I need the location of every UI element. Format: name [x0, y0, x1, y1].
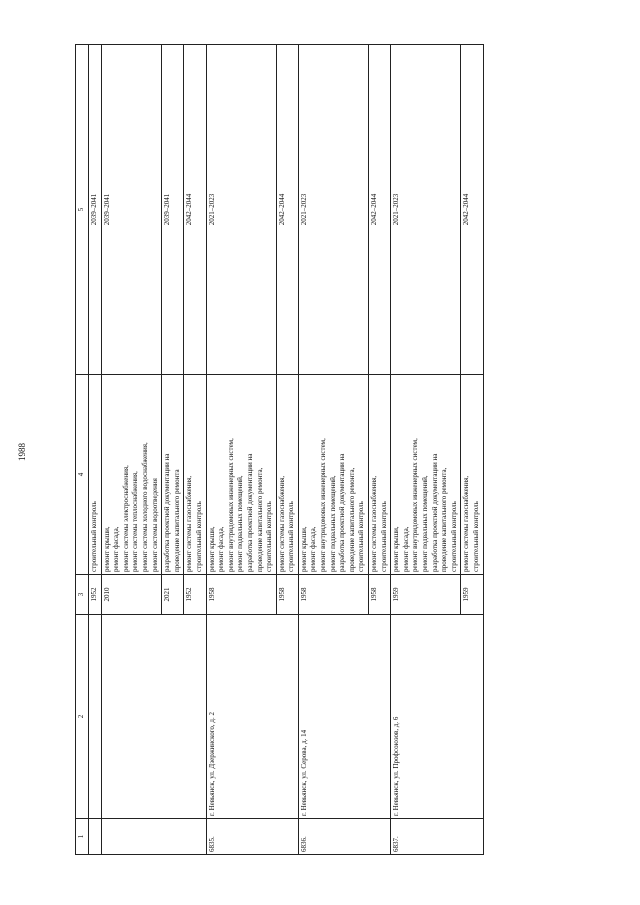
cell-year: 2010: [101, 575, 162, 615]
cell-works: [298, 375, 368, 575]
cell-empty: [89, 615, 102, 819]
work-item: строительный контроль: [265, 501, 274, 572]
cell-empty: [89, 819, 102, 855]
work-item: строительный контроль: [449, 501, 458, 572]
cell-period: 2042–2044: [369, 45, 391, 375]
cell-year: 2021: [162, 575, 184, 615]
cell-period: 2021–2023: [391, 45, 461, 375]
work-item: разработка проектной документации на: [163, 453, 172, 572]
cell-works: [391, 375, 461, 575]
cell-year: 1958: [369, 575, 391, 615]
cell-works: [276, 375, 298, 575]
cell-works: [184, 375, 206, 575]
cell-period: 2042–2044: [461, 45, 483, 375]
cell-number: [101, 819, 206, 855]
work-item: ремонт крыши,: [102, 526, 111, 572]
table-body: [89, 45, 484, 855]
work-item: проведение капитального ремонта,: [440, 467, 449, 572]
cell-works: [461, 375, 483, 575]
work-item: ремонт системы водоотведения: [150, 478, 159, 572]
work-item: ремонт крыши,: [392, 526, 401, 572]
work-item: ремонт подвальных помещений,: [236, 475, 245, 572]
cell-period: 2021–2023: [206, 45, 276, 375]
table-row: [391, 45, 461, 855]
work-item: ремонт системы холодного водоснабжения,: [140, 442, 149, 572]
header-col-4: 4: [76, 375, 89, 575]
table-row: [298, 45, 368, 855]
work-item: ремонт фасада,: [401, 526, 410, 572]
header-col-1: 1: [76, 819, 89, 855]
work-item: ремонт системы газоснабжения,: [462, 475, 471, 572]
work-item: ремонт подвальных помещений,: [328, 475, 337, 572]
work-item: ремонт крыши,: [207, 526, 216, 572]
cell-works: [369, 375, 391, 575]
cell-year: 1952: [184, 575, 206, 615]
header-col-5: 5: [76, 45, 89, 375]
cell-works: [101, 375, 162, 575]
work-item: ремонт системы газоснабжения,: [370, 475, 379, 572]
work-item: ремонт системы газоснабжения,: [185, 475, 194, 572]
table-row: [206, 45, 276, 855]
work-item: ремонт подвальных помещений,: [421, 475, 429, 572]
cell-works: строительный контроль: [89, 375, 102, 575]
cell-works: [206, 375, 276, 575]
work-item: разработка проектной документации на: [245, 453, 254, 572]
cell-period: 2042–2044: [276, 45, 298, 375]
page-number: 1988: [17, 443, 27, 461]
work-item: проведение капитального ремонта,: [255, 467, 264, 572]
cell-year: 1952: [89, 575, 102, 615]
work-item: строительный контроль: [379, 501, 388, 572]
cell-address: г. Невьянск, ул. Серова, д. 14: [298, 615, 390, 819]
cell-year: 1958: [276, 575, 298, 615]
cell-number: 6837.: [391, 819, 483, 855]
work-item: ремонт внутридомовых инженерных систем,: [411, 438, 420, 572]
work-item: строительный контроль: [194, 501, 203, 572]
work-item: разработка проектной документации на: [338, 453, 347, 572]
header-row: [76, 45, 89, 855]
cell-number: 6835.: [206, 819, 298, 855]
cell-works: [162, 375, 184, 575]
work-item: ремонт крыши,: [299, 526, 308, 572]
work-item: строительный контроль: [287, 501, 296, 572]
work-item: ремонт системы теплоснабжения,: [131, 471, 140, 572]
work-item: ремонт фасада,: [112, 526, 121, 572]
work-item: ремонт внутридомовых инженерных систем,: [319, 438, 328, 572]
cell-period: 2042–2044: [184, 45, 206, 375]
cell-address: г. Невьянск, ул. Дзержинского, д. 2: [206, 615, 298, 819]
work-item: ремонт внутридомовых инженерных систем,: [226, 438, 235, 572]
work-item: разработка проектной документации на: [430, 453, 439, 572]
repair-schedule-table: [75, 44, 484, 855]
cell-period: 2039–2041: [89, 45, 102, 375]
work-item: ремонт фасада,: [217, 526, 226, 572]
work-item: ремонт системы газоснабжения,: [277, 475, 286, 572]
cell-period: 2039–2041: [101, 45, 162, 375]
header-col-2: 2: [76, 615, 89, 819]
table-row: [101, 45, 162, 855]
cell-address: г. Невьянск, ул. Профсоюзов, д. 6: [391, 615, 483, 819]
cell-year: 1959: [461, 575, 483, 615]
work-item: проведение капитального ремонта,: [347, 467, 356, 572]
table-row: [89, 45, 102, 855]
cell-year: 1958: [298, 575, 368, 615]
rotated-table-sheet: [75, 45, 555, 855]
header-col-3: 3: [76, 575, 89, 615]
work-item: ремонт системы электроснабжения,: [121, 465, 130, 572]
cell-number: 6836.: [298, 819, 390, 855]
cell-year: 1959: [391, 575, 461, 615]
work-item: строительный контроль: [471, 501, 480, 572]
cell-address: [101, 615, 206, 819]
work-item: ремонт фасада,: [309, 526, 318, 572]
cell-period: 2039–2041: [162, 45, 184, 375]
work-item: проведение капитального ремонта: [172, 469, 181, 572]
work-item: строительный контроль: [357, 501, 366, 572]
cell-period: 2021–2023: [298, 45, 368, 375]
cell-year: 1958: [206, 575, 276, 615]
